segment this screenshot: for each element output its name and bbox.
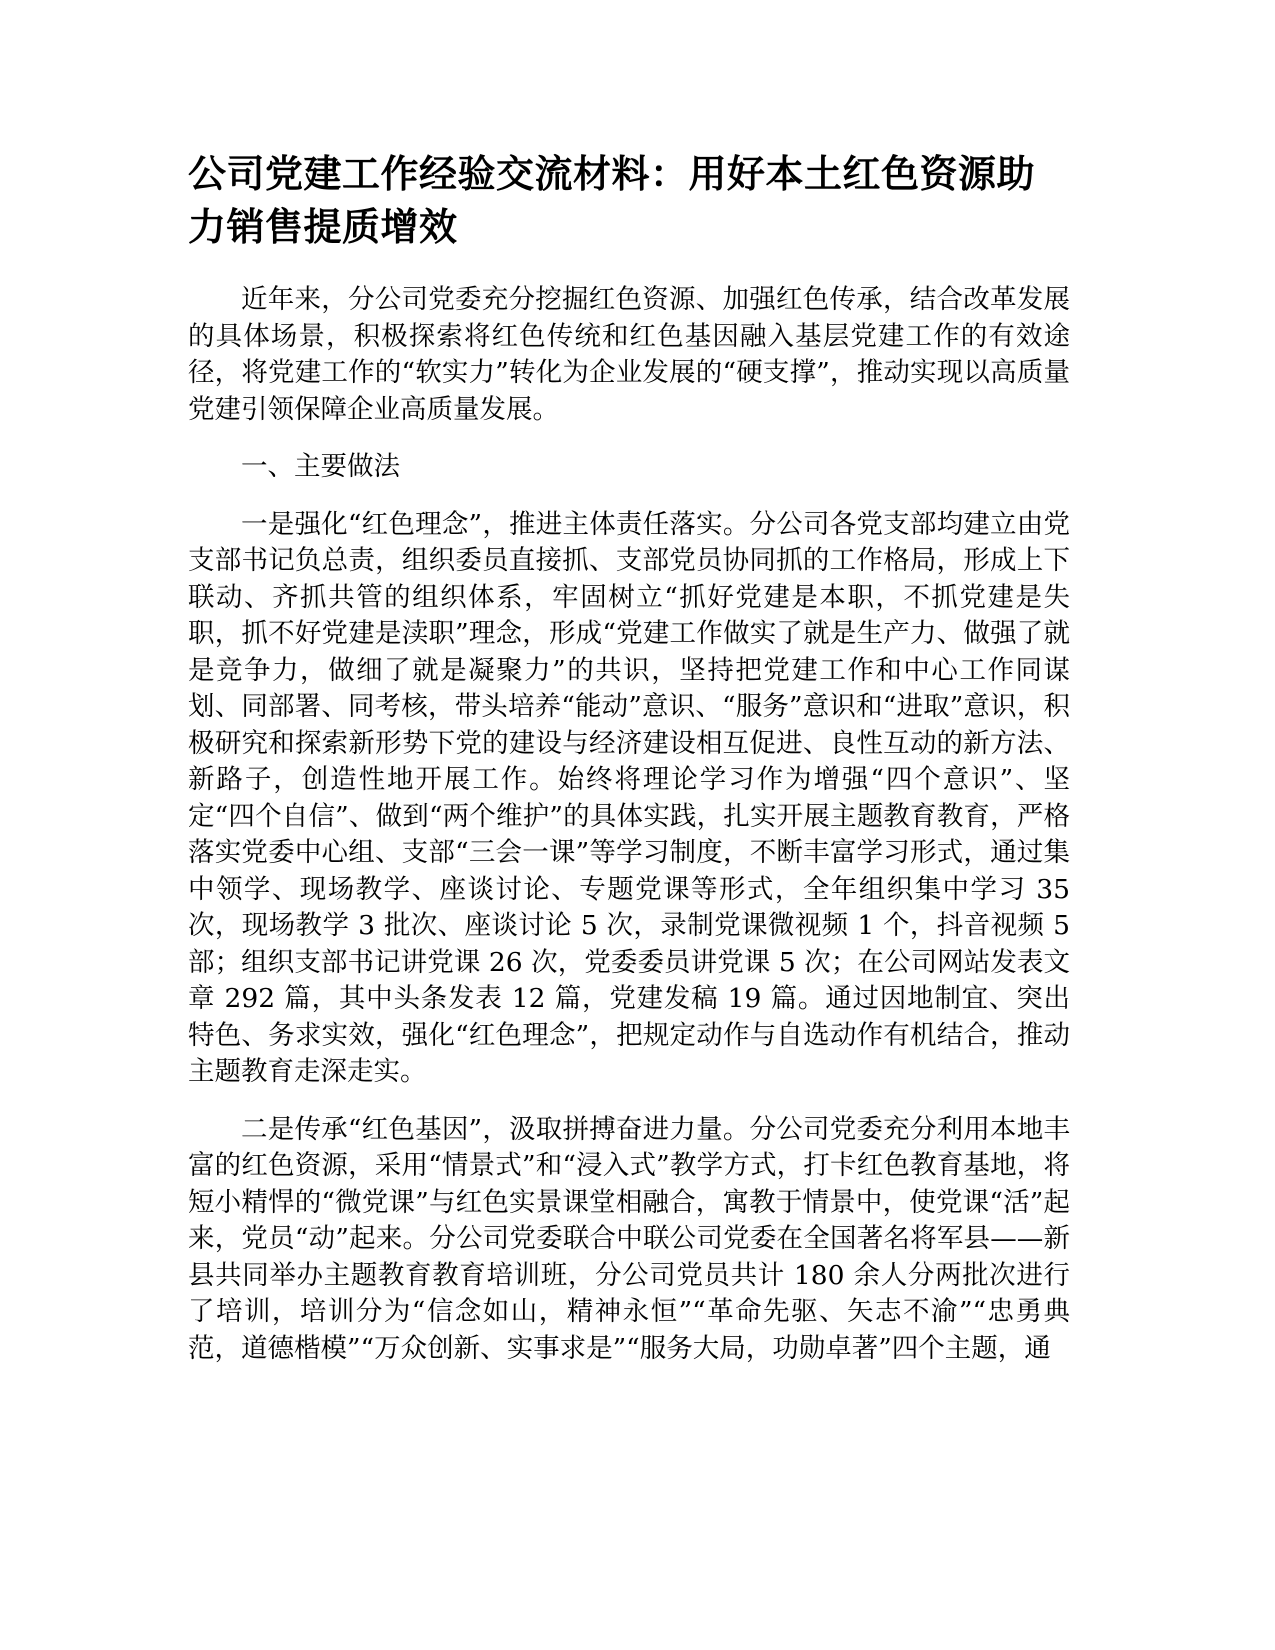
section-heading-main-practices: 一、主要做法 (241, 451, 400, 482)
paragraph-red-concept: 一是强化“红色理念”，推进主体责任落实。分公司各党支部均建立由党支部书记负总责，组织委员直接抓、支部党员协同抓的工作格局，形成上下联动、齐抓共管的组织体系，牢固树立“抓好党建是本职，不抓党建是失职，抓不好党建是渎职”理念，形成“党建工作做实了就是生产力、做强了就是竞争力，做细了就是凝聚力”的共识，坚持把党建工作和中心工作同谋划、同部署、同考核，带头培养“能动”意识、“服务”意识和“进取”意识，积极研究和探索新形势下党的建设与经济建设相互促进、良性互动的新方法、新路子，创造性地开展工作。始终将理论学习作为增强“四个意识”、坚定“四个自信”、做到“两个维护”的具体实践，扎实开展主题教育教育，严格落实党委中心组、支部“三会一课”等学习制度，不断丰富学习形式，通过集中领学、现场教学、座谈讨论、专题党课等形式，全年组织集中学习 35 次，现场教学 3 批次、座谈讨论 5 次，录制党课微视频 1 个，抖音视频 5 部；组织支部书记讲党课 26 次，党委委员讲党课 5 次；在公司网站发表文章 292 篇，其中头条发表 12 篇，党建发稿 19 篇。通过因地制宜、突出特色、务求实效，强化“红色理念”，把规定动作与自选动作有机结合，推动主题教育走深走实。 (188, 508, 1070, 1087)
document-body (188, 148, 1070, 1367)
paragraph-red-gene: 二是传承“红色基因”，汲取拼搏奋进力量。分公司党委充分利用本地丰富的红色资源，采用“情景式”和“浸入式”教学方式，打卡红色教育基地，将短小精悍的“微党课”与红色实景课堂相融合，寓教于情景中，使党课“活”起来，党员“动”起来。分公司党委联合中联公司党委在全国著名将军县——新县共同举办主题教育教育培训班，分公司党员共计 180 余人分两批次进行了培训，培训分为“信念如山，精神永恒”“革命先驱、矢志不渝”“忠勇典范，道德楷模”“万众创新、实事求是”“服务大局，功勋卓著”四个主题，通 (188, 1113, 1070, 1364)
intro-paragraph: 近年来，分公司党委充分挖掘红色资源、加强红色传承，结合改革发展的具体场景，积极探索将红色传统和红色基因融入基层党建工作的有效途径，将党建工作的“软实力”转化为企业发展的“硬支撑”，推动实现以高质量党建引领保障企业高质量发展。 (188, 284, 1070, 425)
document-title: 公司党建工作经验交流材料：用好本土红色资源助力销售提质增效 (188, 152, 1036, 249)
